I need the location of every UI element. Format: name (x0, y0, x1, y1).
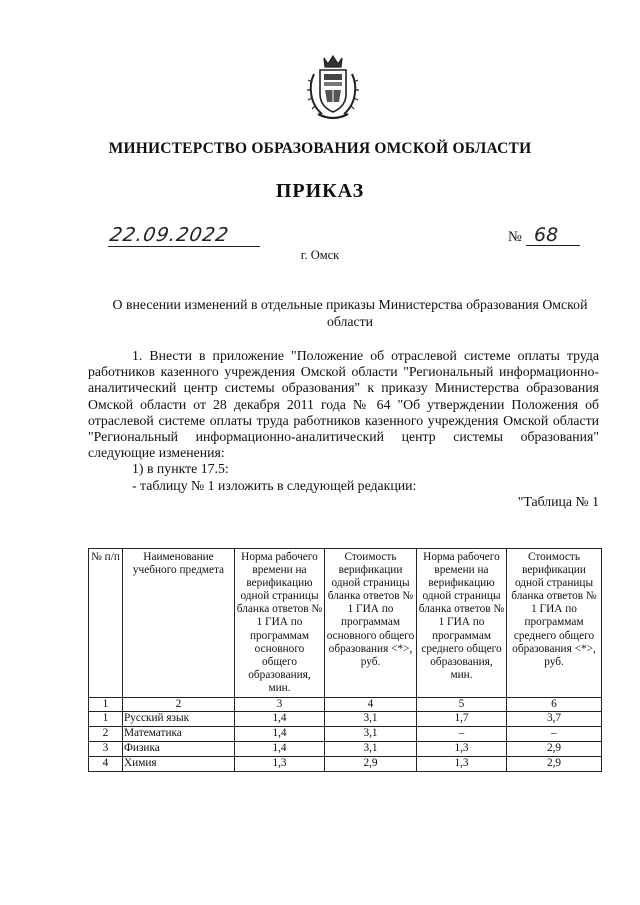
cost-basic-value: 3,1 (325, 742, 417, 757)
norm-secondary-value: 1,3 (417, 757, 507, 772)
city-label: г. Омск (300, 248, 340, 262)
table-caption: "Таблица № 1 (517, 493, 599, 509)
column-number: 6 (507, 698, 602, 712)
table-row (89, 757, 602, 772)
cost-secondary-value: 3,7 (507, 712, 602, 727)
norm-secondary-value: 1,3 (417, 742, 507, 757)
sub-item-2: - таблицу № 1 изложить в следующей редакции: (132, 477, 417, 493)
column-number: 3 (235, 698, 325, 712)
cost-basic-value: 2,9 (325, 757, 417, 772)
cost-secondary-value: 2,9 (507, 757, 602, 772)
cost-secondary-value: 2,9 (507, 742, 602, 757)
document-type-title: ПРИКАЗ (275, 180, 365, 202)
subject-name: Математика (123, 727, 235, 742)
cost-secondary-value: – (507, 727, 602, 742)
norm-secondary-value: 1,7 (417, 712, 507, 727)
handwritten-date: 22.09.2022 (108, 224, 264, 247)
norm-basic-value: 1,4 (235, 727, 325, 742)
table-row (89, 727, 602, 742)
norm-basic-value: 1,4 (235, 742, 325, 757)
table-header-row (89, 549, 602, 698)
cost-basic-value: 3,1 (325, 712, 417, 727)
number-label: № (508, 229, 522, 245)
table-row (89, 712, 602, 727)
subject-name: Химия (123, 757, 235, 772)
header-cost-secondary: Стоимость верификации одной страницы бланка ответов № 1 ГИА по программам среднего общего образования <*>, руб. (507, 549, 602, 698)
column-number: 5 (417, 698, 507, 712)
handwritten-order-number: 68 (526, 224, 580, 246)
norm-basic-value: 1,3 (235, 757, 325, 772)
order-subject: О внесении изменений в отдельные приказы Министерства образования Омской области (112, 297, 588, 329)
header-subject: Наименование учебного предмета (123, 549, 235, 698)
header-norm-basic: Норма рабочего времени на верификацию одной страницы бланка ответов № 1 ГИА по программам основного общего образования, мин. (235, 549, 325, 698)
column-number: 4 (325, 698, 417, 712)
sub-item-1: 1) в пункте 17.5: (132, 461, 229, 477)
norm-basic-value: 1,4 (235, 712, 325, 727)
paragraph-item-1: 1. Внести в приложение "Положение об отраслевой системе оплаты труда работников казенного учреждения Омской области "Региональный информационно-аналитический центр системы образования" к приказу Министерства образования Омской области от 28 декабря 2011 года № 64 "Об утверждении Положения об отраслевой системе оплаты труда работников казенного учреждения Омской области "Региональный информационно-аналитический центр системы образования" следующие изменения: (88, 348, 599, 461)
verification-norms-table (88, 548, 602, 772)
cost-basic-value: 3,1 (325, 727, 417, 742)
order-body (88, 348, 599, 510)
ministry-name: МИНИСТЕРСТВО ОБРАЗОВАНИЯ ОМСКОЙ ОБЛАСТИ (108, 140, 532, 157)
row-number: 4 (89, 757, 123, 772)
column-number: 1 (89, 698, 123, 712)
row-number: 3 (89, 742, 123, 757)
coat-of-arms-emblem (300, 52, 366, 122)
row-number: 2 (89, 727, 123, 742)
header-number: № п/п (89, 549, 123, 698)
header-cost-basic: Стоимость верификации одной страницы бланка ответов № 1 ГИА по программам основного общего образования <*>, руб. (325, 549, 417, 698)
table-row (89, 742, 602, 757)
column-number-row (89, 698, 602, 712)
row-number: 1 (89, 712, 123, 727)
column-number: 2 (123, 698, 235, 712)
norm-secondary-value: – (417, 727, 507, 742)
header-norm-secondary: Норма рабочего времени на верификацию одной страницы бланка ответов № 1 ГИА по программам среднего общего образования, мин. (417, 549, 507, 698)
subject-name: Физика (123, 742, 235, 757)
subject-name: Русский язык (123, 712, 235, 727)
